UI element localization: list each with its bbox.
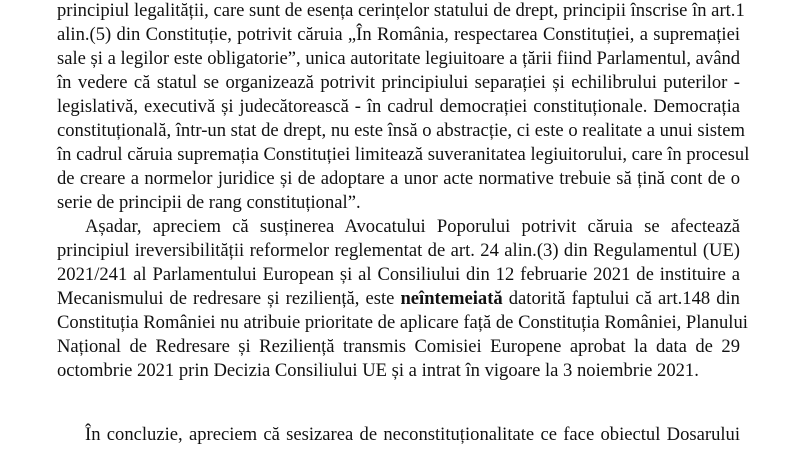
paragraph-line: octombrie 2021 prin Decizia Consiliului UE și a intrat în vigoare la 3 noiembrie 2021. [57, 360, 699, 381]
paragraph-line [57, 287, 740, 311]
paragraph-line: legislativă, executivă și judecătorească - în cadrul democrației constituționale. Democrația [57, 96, 740, 117]
paragraph-line: Așadar, apreciem că susținerea Avocatului Poporului potrivit căruia se afectează [85, 216, 740, 237]
text-segment: Mecanismului de redresare și reziliență, este [57, 288, 395, 309]
paragraph-line: în cadrul căruia supremația Constituției limitează suveranitatea legiuitorului, care în procesul [57, 144, 750, 165]
paragraph-line: principiul ireversibilității reformelor reglementat de art. 24 alin.(3) din Regulamentul (UE) [57, 240, 740, 261]
paragraph-line: 2021/241 al Parlamentului European și al Consiliului din 12 februarie 2021 de instituire a [57, 264, 740, 285]
text-segment: datorită faptului că art.148 din [508, 288, 740, 309]
paragraph-line: în vedere că statul se organizează potrivit principiului separației și echilibrului puterilor - [57, 72, 740, 93]
paragraph-line: constituțională, într-un stat de drept, nu este însă o abstracție, ci este o realitate a unui sistem [57, 120, 745, 141]
emphasis-text: neîntemeiată [400, 288, 503, 309]
paragraph-line: principiul legalității, care sunt de esența cerințelor statului de drept, principii înscrise în art.1 [57, 0, 745, 21]
paragraph-line: sale și a legilor este obligatorie”, unica autoritate legiuitoare a țării fiind Parlamentul, având [57, 48, 741, 69]
paragraph-line: serie de principii de rang constituțional”. [57, 192, 361, 213]
paragraph-line: de creare a normelor juridice și de adoptare a unor acte normative trebuie să țină cont de o [57, 168, 740, 189]
paragraph-line: Constituția României nu atribuie prioritate de aplicare față de Constituția României, Planului [57, 312, 748, 333]
paragraph-line: alin.(5) din Constituție, potrivit căruia „În România, respectarea Constituției, a supremației [57, 24, 740, 45]
paragraph-line: În concluzie, apreciem că sesizarea de neconstituționalitate ce face obiectul Dosarului [85, 424, 740, 445]
paragraph-line: Național de Redresare și Reziliență transmis Comisiei Europene aprobat la data de 29 [57, 336, 740, 357]
